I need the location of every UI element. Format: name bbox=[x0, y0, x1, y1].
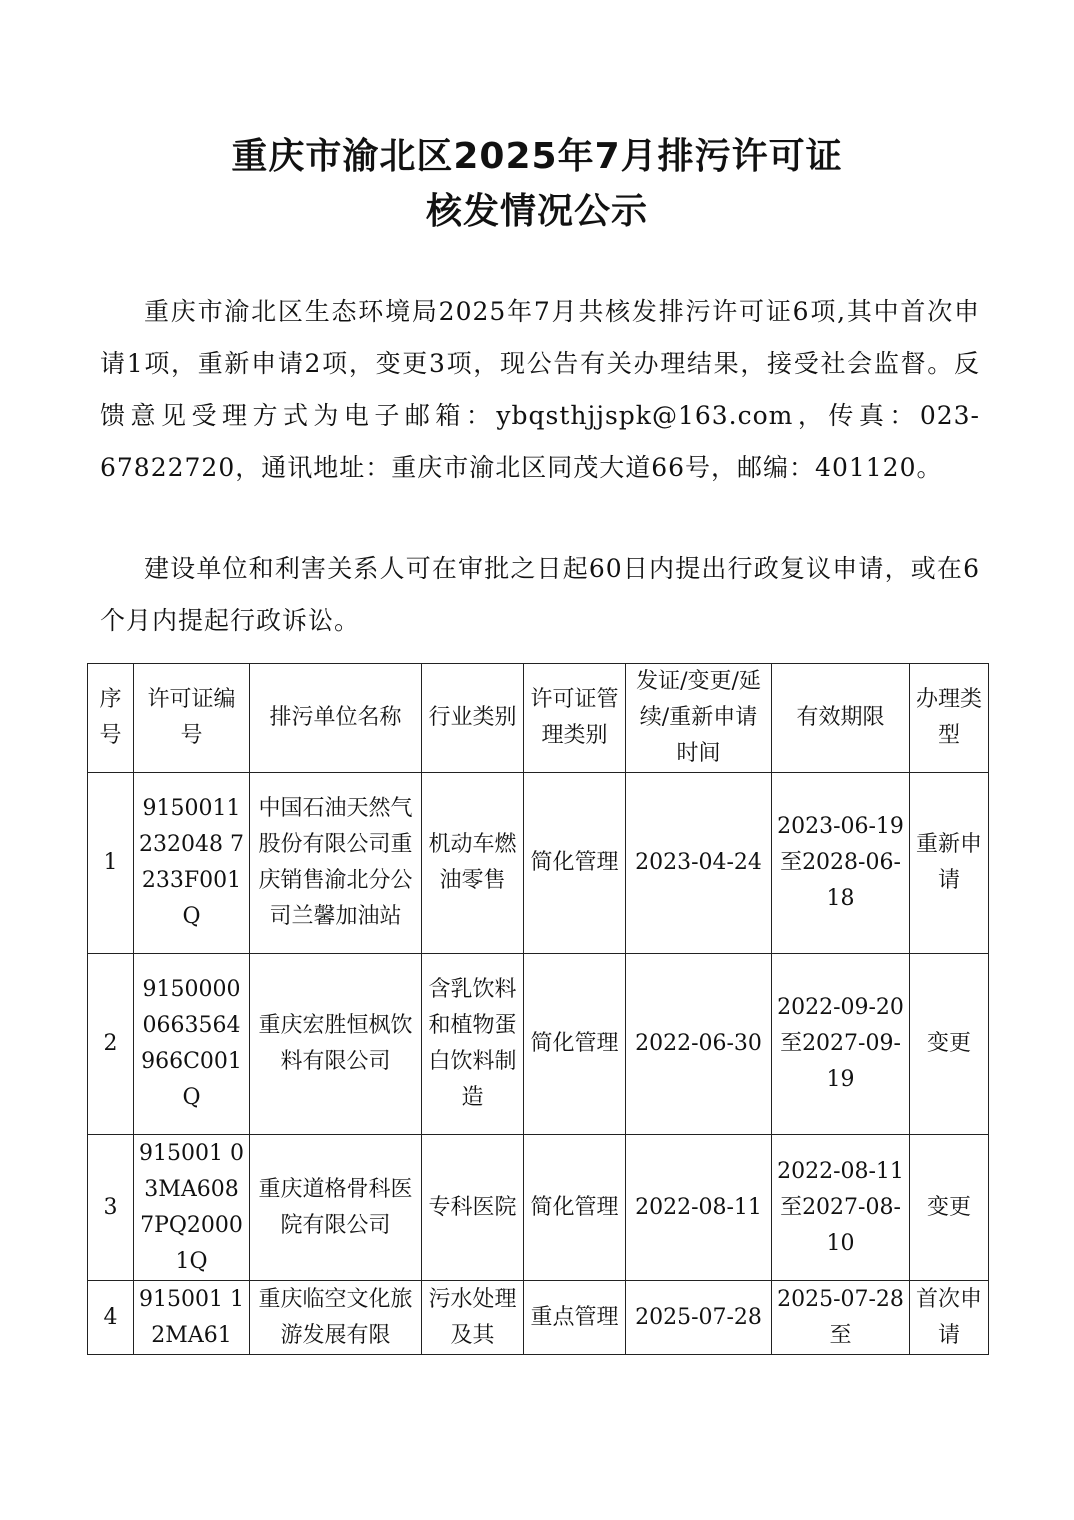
cell-handle-type: 变更 bbox=[910, 954, 989, 1135]
header-issue-time: 发证/变更/延续/重新申请时间 bbox=[626, 664, 772, 773]
table-row bbox=[88, 954, 989, 1135]
cell-permit-no: 9150011232048 7233F001Q bbox=[134, 773, 250, 954]
cell-seq: 4 bbox=[88, 1281, 134, 1355]
cell-mgmt-type: 简化管理 bbox=[524, 954, 626, 1135]
cell-permit-no: 915001 12MA61 bbox=[134, 1281, 250, 1355]
cell-unit-name: 中国石油天然气股份有限公司重庆销售渝北分公司兰馨加油站 bbox=[250, 773, 422, 954]
cell-validity: 2022-09-20至2027-09-19 bbox=[772, 954, 910, 1135]
cell-issue-time: 2023-04-24 bbox=[626, 773, 772, 954]
cell-validity: 2022-08-11至2027-08-10 bbox=[772, 1135, 910, 1281]
table-row bbox=[88, 1281, 989, 1355]
cell-handle-type: 重新申请 bbox=[910, 773, 989, 954]
cell-industry: 机动车燃油零售 bbox=[422, 773, 524, 954]
cell-seq: 3 bbox=[88, 1135, 134, 1281]
header-validity: 有效期限 bbox=[772, 664, 910, 773]
header-handle-type: 办理类型 bbox=[910, 664, 989, 773]
cell-unit-name: 重庆道格骨科医院有限公司 bbox=[250, 1135, 422, 1281]
document-title-line1: 重庆市渝北区2025年7月排污许可证 bbox=[231, 136, 843, 177]
table-row bbox=[88, 1135, 989, 1281]
header-mgmt-type: 许可证管理类别 bbox=[524, 664, 626, 773]
cell-industry: 专科医院 bbox=[422, 1135, 524, 1281]
cell-handle-type: 变更 bbox=[910, 1135, 989, 1281]
cell-unit-name: 重庆宏胜恒枫饮料有限公司 bbox=[250, 954, 422, 1135]
cell-mgmt-type: 简化管理 bbox=[524, 773, 626, 954]
cell-handle-type: 首次申请 bbox=[910, 1281, 989, 1355]
cell-issue-time: 2022-06-30 bbox=[626, 954, 772, 1135]
header-unit-name: 排污单位名称 bbox=[250, 664, 422, 773]
header-industry: 行业类别 bbox=[422, 664, 524, 773]
table-header-row bbox=[88, 664, 989, 773]
announcement-paragraph: 重庆市渝北区生态环境局2025年7月共核发排污许可证6项,其中首次申请1项，重新申请2项，变更3项，现公告有关办理结果，接受社会监督。反馈意见受理方式为电子邮箱：ybqsthjjspk@163.com，传真：023-67822720，通讯地址：重庆市渝北区同茂大道66号，邮编：401120。 bbox=[100, 297, 980, 482]
header-permit-no: 许可证编号 bbox=[134, 664, 250, 773]
cell-mgmt-type: 简化管理 bbox=[524, 1135, 626, 1281]
cell-seq: 2 bbox=[88, 954, 134, 1135]
cell-seq: 1 bbox=[88, 773, 134, 954]
cell-unit-name: 重庆临空文化旅游发展有限 bbox=[250, 1281, 422, 1355]
cell-validity: 2025-07-28至 bbox=[772, 1281, 910, 1355]
cell-industry: 含乳饮料和植物蛋白饮料制造 bbox=[422, 954, 524, 1135]
document-title-line2: 核发情况公示 bbox=[425, 191, 648, 232]
cell-validity: 2023-06-19至2028-06-18 bbox=[772, 773, 910, 954]
cell-issue-time: 2025-07-28 bbox=[626, 1281, 772, 1355]
permit-table bbox=[87, 663, 989, 1355]
appeal-notice-paragraph: 建设单位和利害关系人可在审批之日起60日内提出行政复议申请，或在6个月内提起行政诉讼。 bbox=[100, 554, 980, 635]
cell-industry: 污水处理及其 bbox=[422, 1281, 524, 1355]
table-row bbox=[88, 773, 989, 954]
cell-issue-time: 2022-08-11 bbox=[626, 1135, 772, 1281]
cell-permit-no: 91500000663564966C001Q bbox=[134, 954, 250, 1135]
cell-mgmt-type: 重点管理 bbox=[524, 1281, 626, 1355]
cell-permit-no: 915001 03MA6087PQ20001Q bbox=[134, 1135, 250, 1281]
header-seq: 序号 bbox=[88, 664, 134, 773]
